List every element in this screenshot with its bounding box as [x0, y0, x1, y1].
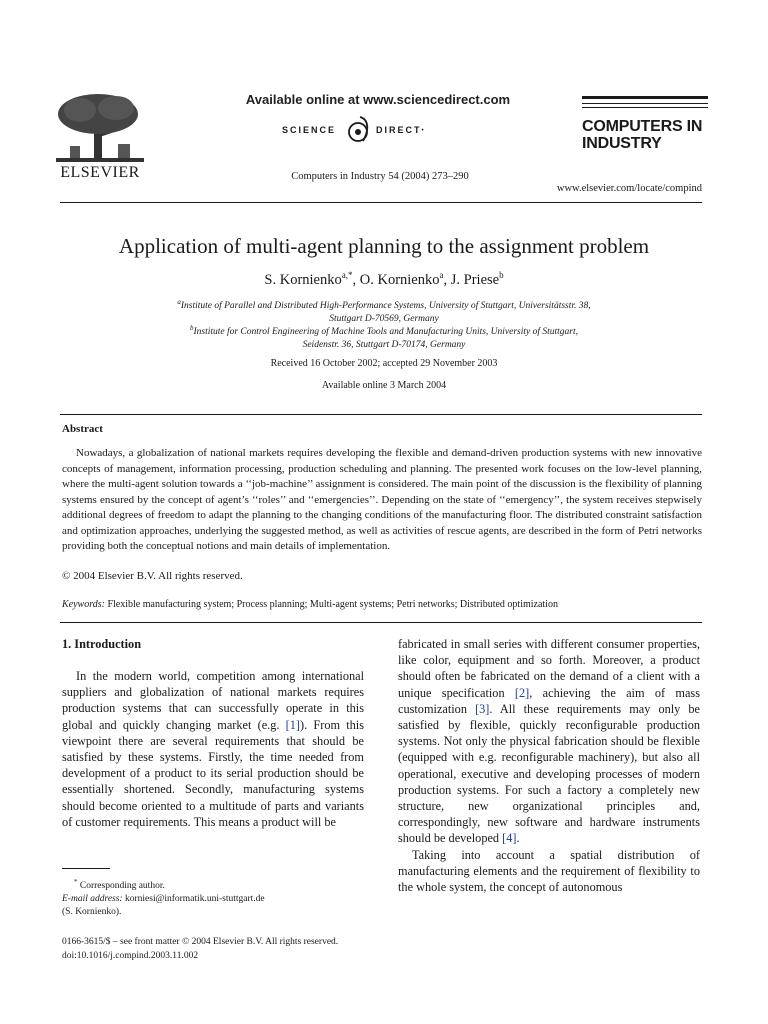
abstract-heading: Abstract	[62, 423, 103, 435]
right-column-text: fabricated in small series with different consumer properties, like color, equipment and so forth. Moreover, a product should often be fabricated on the demand of a client with a unique specification [2], achieving the aim of mass customization [3]. All these requirements may only be satisfied by flexible, quickly reconfigurable production systems. Not only the physical fabrication should be flexible (equipped with e.g. reconfigurable machinery), but also all operational, executive and developing processes of modern production systems. For such a factory a completely new structure, new organizational principles and, correspondingly, new software and hardware instruments should be developed [4]. Taking into account a spatial distribution of manufacturing elements and the requirement of flexibility to the whole system, the concept of autonomous	[398, 637, 701, 895]
footnote-rule	[62, 868, 110, 869]
author-list: S. Kornienko$^{a,*}$, O. Kornienko$^a$, J. Priese$^b$	[264, 270, 504, 288]
elsevier-logo	[50, 92, 150, 182]
keywords-label: Keywords:	[62, 599, 105, 610]
affiliation-b: $^b$Institute for Control Engineering of Machine Tools and Manufacturing Units, University of Stuttgart, Seidenstr. 36, Stuttgart D-70174, Germany	[189, 324, 579, 351]
paragraph: Taking into account a spatial distribution of manufacturing elements and the requirement of flexibility to the whole system, the concept of autonomous	[398, 847, 700, 895]
sd-left-word: SCIENCE	[282, 125, 337, 135]
logo-rule-thin-1	[582, 103, 708, 104]
elsevier-tree-icon	[50, 92, 150, 164]
journal-title: COMPUTERS IN INDUSTRY	[582, 118, 703, 152]
abstract-body: Nowadays, a globalization of national markets requires developing the flexible and demand-driven production systems with new innovative concepts of management, information processing, production scheduling and planning. The presented work focuses on the low-level planning, where the multi-agent solution towards a ‘‘job-machine’’ assignment is considered. The main point of the discussion is the flexibility of planning systems ensured by the concept of agent’s ‘‘roles’’ and ‘‘emergencies’’. Depending on the state of ‘‘emergency’’, the system receives stepwisely additional degrees of freedom to adapt the planning to the changing conditions of the manufacturing floor. The distributed constraint satisfaction and optimization approaches, underlying the suggested method, as well as activities of rescue agents, are described in the form of Petri networks providing both the conceptual notions and main details of implementation.	[62, 447, 702, 552]
citation-link-1[interactable]: [1]	[285, 717, 301, 732]
author: O. Kornienko	[359, 271, 440, 288]
journal-url[interactable]: www.elsevier.com/locate/compind	[556, 183, 702, 194]
affiliation-a: $^a$Institute of Parallel and Distributed High-Performance Systems, University of Stuttgart, Universitätsstr. 38, Stuttgart D-70569, Germany	[177, 298, 591, 325]
author: S. Kornienko	[264, 271, 342, 288]
author-affil-mark[interactable]: a	[439, 270, 444, 280]
publisher-name: ELSEVIER	[60, 164, 140, 181]
abstract-copyright: © 2004 Elsevier B.V. All rights reserved.	[62, 570, 243, 582]
sciencedirect-logo	[282, 115, 482, 145]
logo-rule-thin-2	[582, 107, 708, 108]
citation-link-2[interactable]: [2]	[514, 685, 530, 700]
footnotes: * Corresponding author. E-mail address: korniesi@informatik.uni-stuttgart.de (S. Kornienko).	[62, 878, 265, 918]
left-column-text: In the modern world, competition among international suppliers and globalization of national markets requires production systems that can successfully operate in this global and quickly changing market (e.g. [1]). From this viewpoint there are several requirements that should be satisfied by these systems. Firstly, the time needed from development of a product to its serial production should be essentially shortened. Secondly, manufacturing systems should become oriented to a multitude of parts and variants of customer requirements. This means a product will be	[62, 669, 365, 829]
author: J. Priese	[450, 271, 500, 288]
section-heading: 1. Introduction	[62, 637, 142, 651]
sd-right-word: DIRECT•	[376, 125, 426, 135]
author-affil-mark[interactable]: a,*	[341, 270, 353, 280]
logo-rule-thick	[582, 96, 708, 99]
doi-link[interactable]: doi:10.1016/j.compind.2003.11.002	[62, 951, 199, 961]
abstract-top-rule	[60, 414, 702, 415]
journal-citation: Computers in Industry 54 (2004) 273–290	[291, 171, 469, 182]
keywords	[62, 599, 702, 610]
citation-link-4[interactable]: [4]	[502, 831, 517, 846]
sciencedirect-d-icon	[346, 115, 372, 143]
available-online-date: Available online 3 March 2004	[321, 380, 447, 391]
author-affil-mark[interactable]: b	[499, 270, 504, 280]
available-online-line: Available online at www.sciencedirect.com	[245, 92, 511, 107]
journal-title-logo	[582, 96, 708, 162]
citation-link-3[interactable]: [3]	[475, 701, 490, 716]
received-dates: Received 16 October 2002; accepted 29 November 2003	[270, 358, 498, 369]
issn-line: 0166-3615/$ – see front matter © 2004 Elsevier B.V. All rights reserved.	[62, 937, 339, 947]
author-email-link[interactable]: korniesi@informatik.uni-stuttgart.de	[124, 894, 265, 905]
article-title: Application of multi-agent planning to the assignment problem	[118, 234, 650, 258]
bottom-info	[62, 935, 462, 963]
header-rule	[60, 202, 702, 203]
abstract-bottom-rule	[60, 622, 702, 623]
keywords-list: Flexible manufacturing system; Process planning; Multi-agent systems; Petri networks; Distributed optimization	[107, 599, 558, 610]
